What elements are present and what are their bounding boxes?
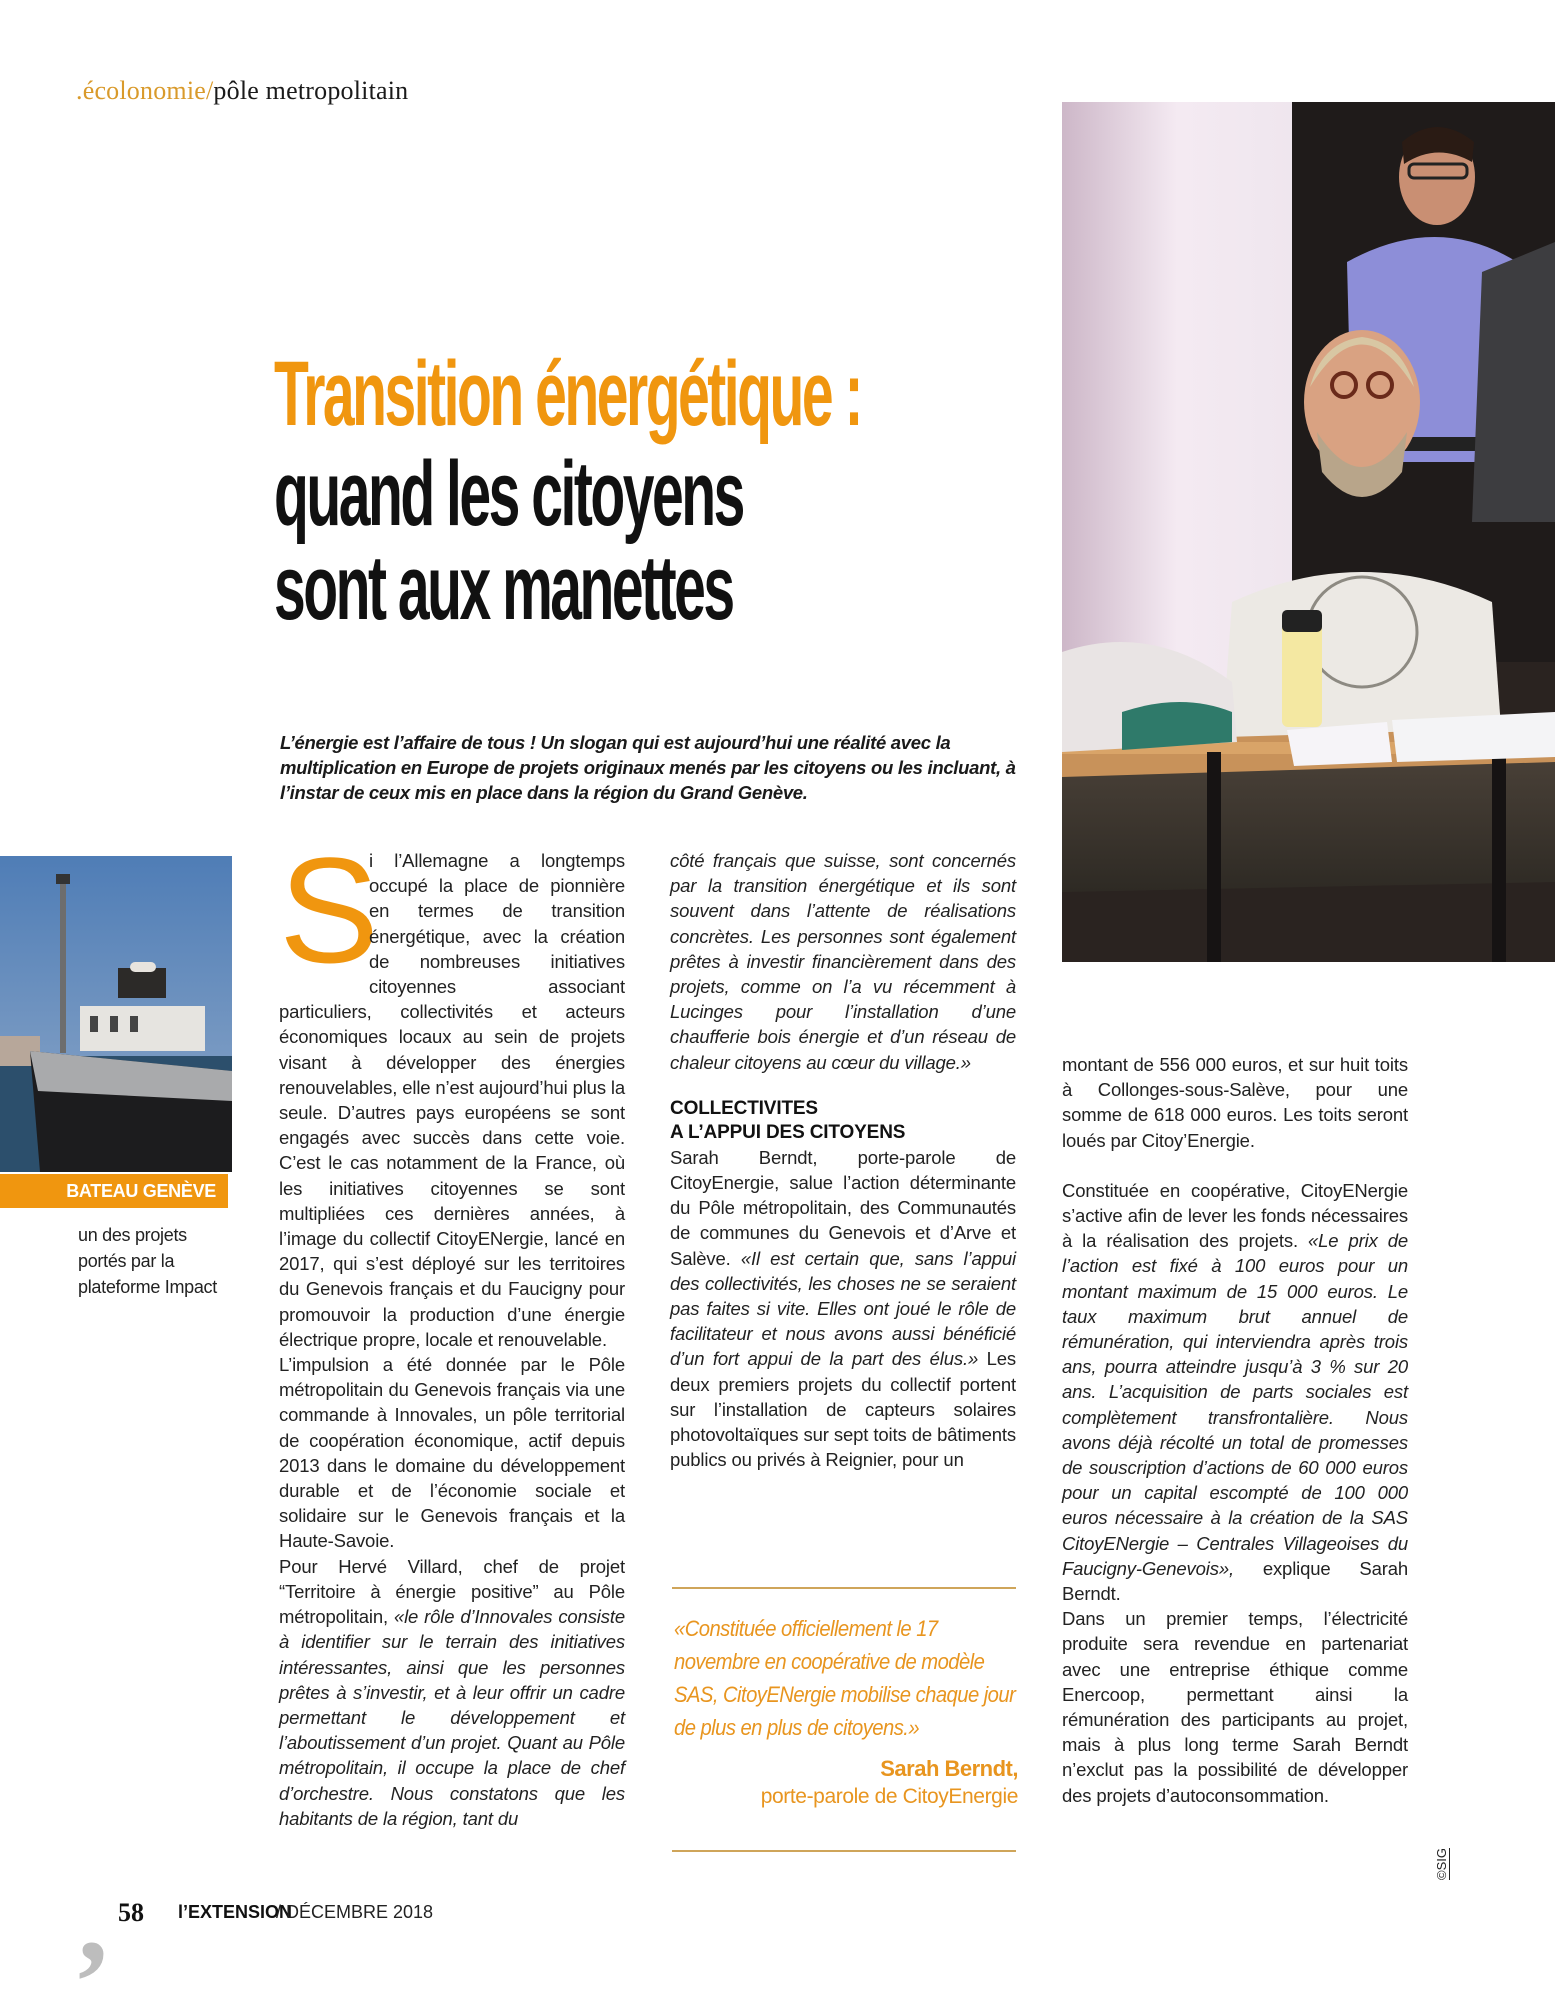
pull-quote-author: Sarah Berndt,	[880, 1756, 1018, 1781]
paragraph-text: explique Sarah Berndt.	[1062, 1557, 1408, 1605]
rubric-subcategory: pôle metropolitain	[213, 76, 409, 105]
pull-quote-text: «Constituée officiellement le 17 novembre en coopérative de modèle SAS, CitoyENergie mobilise chaque jour de plus en plus de citoyens.»	[674, 1616, 1016, 1740]
comma-ornament-icon: ,	[78, 1853, 108, 1986]
photo-credit-text: ©SIG	[1434, 1848, 1449, 1880]
boat-photo	[0, 856, 232, 1172]
article-headline	[274, 343, 1054, 639]
paragraph: L’impulsion a été donnée par le Pôle métropolitain du Genevois français via une commande à Innovales, un pôle territorial de coopération économique, actif depuis 2013 dans le domaine du développement durable et de l’économie sociale et solidaire sur le Genevois français et la Haute-Savoie.	[279, 1354, 625, 1552]
article-lead: L’énergie est l’affaire de tous ! Un slogan qui est aujourd’hui une réalité avec la multiplication en Europe de projets originaux menés par les citoyens ou les incluant, à l’instar de ceux mis en place dans la région du Grand Genève.	[280, 732, 1016, 803]
section-heading-line-1: COLLECTIVITES	[670, 1097, 818, 1119]
headline-line-1: Transition énergétique :	[274, 343, 862, 445]
pullquote-rule-top	[672, 1587, 1016, 1589]
article-column-1	[279, 826, 626, 1831]
paragraph	[1062, 1178, 1408, 1606]
headline-line-3: sont aux manettes	[274, 537, 733, 639]
people-photo-illustration	[1062, 102, 1555, 962]
people-photo	[1062, 102, 1555, 962]
issue-date: / DÉCEMBRE 2018	[276, 1902, 434, 1922]
quote-text: «Il est certain que, sans l’appui des collectivités, les choses ne se seraient pas faites si vite. Elles ont joué le rôle de facilitateur et nous avons aussi bénéficié d’un fort appui de la part des élus.»	[670, 1247, 1016, 1370]
quote-text: «le rôle d’Innovales consiste à identifier sur le terrain des initiatives intéressantes, ainsi que les personnes prêtes à s’investir, et à leur offrir un cadre permettant le développement et l’aboutissement d’un projet. Quant au Pôle métropolitain, il occupe la place de chef d’orchestre. Nous constatons que les habitants de la région, tant du	[279, 1606, 625, 1829]
section-rubric	[76, 76, 408, 106]
rubric-category: .écolonomie/	[76, 76, 214, 105]
quote-text: côté français que suisse, sont concernés par la transition énergétique et ils sont souvent dans l’attente de réalisations concrètes. Les personnes sont également prêtes à investir financièrement dans des projets, comme on l’a vu récemment à Lucinges pour l’installation d’une chaufferie bois énergie et d’un réseau de chaleur citoyens au cœur du village.»	[670, 850, 1016, 1073]
paragraph: i l’Allemagne a longtemps occupé la place de pionnière en termes de transition énergétique, avec la création de nombreuses initiatives citoyennes associant particuliers, collectivités et acteurs économiques locaux au sein de projets visant à développer des énergies renouvelables, elle n’est aujourd’hui plus la seule. D’autres pays européens se sont engagés avec succès dans cette voie. C’est le cas notamment de la France, où les initiatives citoyennes se sont multipliées ces dernières années, à l’image du collectif CitoyENergie, lancé en 2017, qui s’est déployé sur les territoires du Genevois français et du Faucigny pour promouvoir la production d’une énergie électrique propre, locale et renouvelable.	[279, 850, 626, 1350]
paragraph-text: Pour Hervé Villard, chef de projet “Territoire à énergie positive” au Pôle métropolitain,	[279, 1555, 625, 1628]
paragraph	[279, 1554, 625, 1831]
quote-text: «Le prix de l’action est fixé à 100 euros pour un montant maximum de 15 000 euros. Le taux maximum brut annuel de rémunération, qui interviendra après trois ans, pourra atteindre jusqu’à 3 % sur 20 ans. L’acquisition de parts sociales est complètement transfrontalière. Nous avons déjà récolté un total de promesses de souscription d’actions de 60 000 euros pour un capital escompté de 100 000 euros nécessaire à la création de la SAS CitoyENergie – Centrales Villageoises du Faucigny-Genevois»,	[1062, 1230, 1408, 1579]
paragraph	[670, 848, 1016, 1075]
pull-quote-role: porte-parole de CitoyEnergie	[760, 1785, 1018, 1808]
boat-photo-illustration	[0, 856, 232, 1172]
paragraph-text: Constituée en coopérative, CitoyENergie s’active afin de lever les fonds nécessaires à la réalisation des projets.	[1062, 1179, 1408, 1252]
photo-credit	[1434, 1832, 1452, 1882]
pull-quote	[674, 1612, 1018, 1812]
headline-line-2: quand les citoyens	[274, 443, 743, 545]
paragraph: Dans un premier temps, l’électricité produite sera revendue en partenariat avec une entreprise éthique comme Enercoop, permettant ainsi la rémunération des participants au projet, mais à plus long terme Sarah Berndt n’exclut pas la possibilité de développer des projets d’autoconsommation.	[1062, 1608, 1408, 1806]
photo-caption-text: un des projets portés par la plateforme Impact	[78, 1225, 217, 1297]
section-heading-line-2: A L’APPUI DES CITOYENS	[670, 1121, 906, 1143]
photo-caption-title: BATEAU GENÈVE	[0, 1174, 228, 1208]
paragraph: montant de 556 000 euros, et sur huit toits à Collonges-sous-Salève, pour une somme de 618 000 euros. Les toits seront loués par Citoy’Energie.	[1062, 1054, 1408, 1151]
paragraph-text: Sarah Berndt, porte-parole de CitoyEnergie, salue l’action déterminante du Pôle métropolitain, des Communautés de communes du Genevois et d’Arve et Salève.	[670, 1146, 1016, 1269]
section-heading	[670, 1097, 1016, 1145]
magazine-name: l’EXTENSION	[178, 1902, 293, 1922]
paragraph	[670, 1145, 1016, 1473]
article-column-3	[1062, 1052, 1408, 1808]
page-number: 58	[118, 1898, 144, 1927]
paragraph-text: Les deux premiers projets du collectif portent sur l’installation de capteurs solaires photovoltaïques sur sept toits de bâtiments publics ou privés à Reignier, pour un	[670, 1348, 1016, 1471]
drop-cap: S	[279, 826, 379, 994]
pullquote-rule-bottom	[672, 1850, 1016, 1852]
article-column-2	[670, 848, 1016, 1472]
